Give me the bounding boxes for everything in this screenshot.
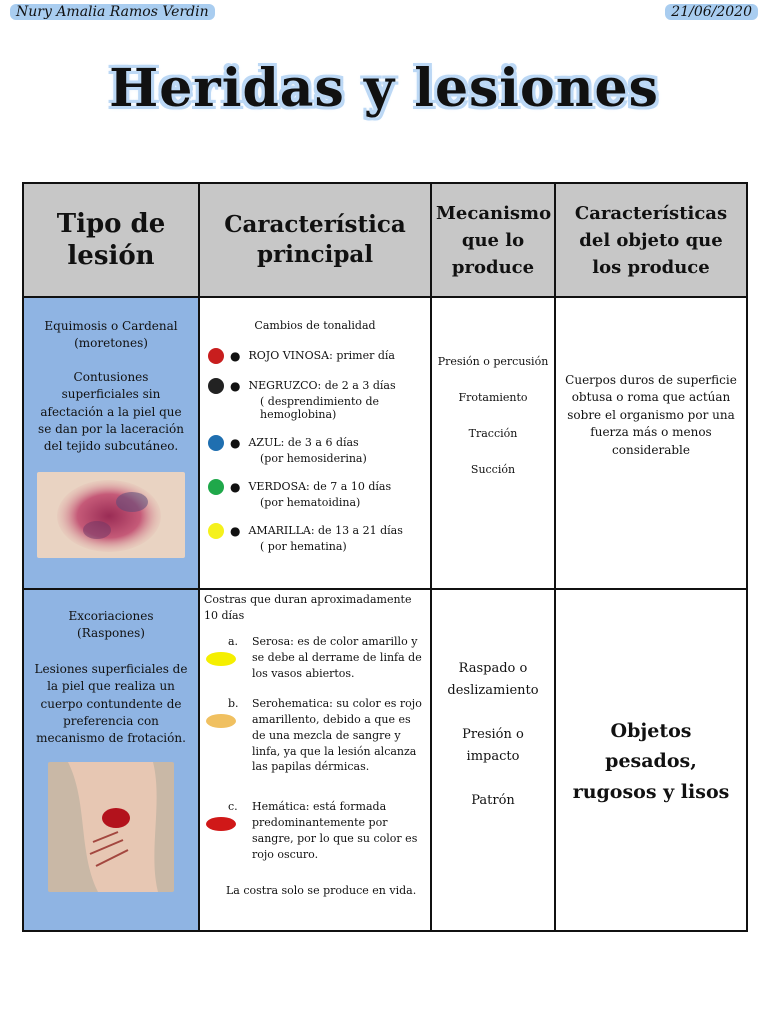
type-name: Excoriaciones (Raspones) (68, 609, 154, 641)
crust-label-wrap (200, 696, 252, 776)
crust-type (200, 799, 430, 863)
type-cell (23, 589, 199, 931)
crust-text: Serohematica: su color es rojo amarillento, debido a que es de una mezcla de sangre y linfa, ya que la lesión alcanza las papilas dérmicas. (252, 696, 422, 774)
object-description: Objetos pesados, rugosos y lisos (572, 720, 730, 803)
lesion-table (22, 182, 748, 932)
crust-label: a. (228, 634, 239, 648)
color-change-intro: Cambios de tonalidad (254, 319, 376, 332)
bruise-image (37, 472, 185, 558)
stage-text: AMARILLA: de 13 a 21 días (248, 524, 403, 538)
color-stage (208, 479, 430, 495)
mechanism-item: Tracción (468, 426, 518, 440)
color-stage (208, 435, 430, 451)
column-header-object: Características del objeto que los produce (555, 183, 747, 297)
crust-label-wrap (200, 799, 252, 863)
crust-label: c. (228, 800, 238, 814)
type-description: Contusiones superficiales sin afectación a la piel que se dan por la laceración del tejido subcutáneo. (38, 369, 184, 454)
object-description: Cuerpos duros de superficie obtusa o roma que actúan sobre el organismo por una fuerza más o menos considerable (565, 373, 737, 457)
bullet-icon: ● (230, 435, 241, 450)
color-dot-icon (208, 523, 224, 539)
crust-label: b. (228, 696, 239, 710)
color-dot-icon (208, 348, 224, 364)
characteristic-cell (199, 589, 431, 931)
crust-type (200, 634, 430, 682)
column-header-type: Tipo de lesión (23, 183, 199, 297)
bullet-icon: ● (230, 378, 241, 393)
column-header-mechanism: Mecanismo que lo produce (431, 183, 555, 297)
stage-subtext: (por hematoidina) (260, 495, 361, 509)
color-dot-icon (208, 479, 224, 495)
mechanism-item: Frotamiento (458, 390, 528, 404)
stage-subtext: ( desprendimiento de hemoglobina) (260, 394, 380, 421)
type-cell (23, 297, 199, 589)
crust-type (200, 696, 430, 776)
author-name: Nury Amalia Ramos Verdin (10, 4, 215, 20)
color-stage (208, 523, 430, 539)
stage-text: AZUL: de 3 a 6 días (248, 436, 359, 450)
table-row (23, 589, 747, 931)
header-row (23, 183, 747, 297)
crust-intro: Costras que duran aproximadamente 10 días (204, 593, 412, 622)
stage-subtext: ( por hematina) (260, 539, 347, 553)
object-cell (555, 589, 747, 931)
crust-label-wrap (200, 634, 252, 682)
mechanism-cell (431, 589, 555, 931)
crust-text: Hemática: está formada predominantemente por sangre, por lo que su color es rojo oscuro. (252, 800, 418, 862)
crust-note: La costra solo se produce en vida. (226, 884, 417, 898)
color-dot-icon (208, 435, 224, 451)
mechanism-item: Patrón (471, 793, 515, 809)
bullet-icon: ● (230, 348, 241, 363)
column-header-characteristic: Característica principal (199, 183, 431, 297)
stage-text: NEGRUZCO: de 2 a 3 días (248, 379, 396, 393)
characteristic-cell (199, 297, 431, 589)
type-name: Equimosis o Cardenal (moretones) (44, 319, 178, 351)
object-cell (555, 297, 747, 589)
stage-subtext: (por hemosiderina) (260, 451, 367, 465)
stage-text: VERDOSA: de 7 a 10 días (248, 480, 392, 494)
stage-text: ROJO VINOSA: primer día (248, 349, 395, 363)
bullet-icon: ● (230, 523, 241, 538)
crust-text: Serosa: es de color amarillo y se debe al derrame de linfa de los vasos abiertos. (252, 634, 422, 680)
mechanism-item: Presión o percusión (437, 355, 549, 368)
crust-color-icon (206, 714, 236, 728)
type-description: Lesiones superficiales de la piel que realiza un cuerpo contundente de preferencia con mecanismo de frotación. (34, 661, 188, 746)
color-dot-icon (208, 378, 224, 394)
scrape-image (48, 762, 174, 892)
crust-color-icon (206, 652, 236, 666)
mechanism-item: Succión (470, 462, 516, 476)
mechanism-cell (431, 297, 555, 589)
color-stage (208, 378, 430, 394)
mechanism-item: Raspado o deslizamiento (447, 661, 539, 699)
document-date: 21/06/2020 (665, 4, 758, 20)
page-title: Heridas y lesiones (109, 58, 659, 119)
mechanism-item: Presión o impacto (462, 727, 524, 765)
color-stage (208, 348, 430, 364)
crust-color-icon (206, 817, 236, 831)
bullet-icon: ● (230, 479, 241, 494)
table-row (23, 297, 747, 589)
